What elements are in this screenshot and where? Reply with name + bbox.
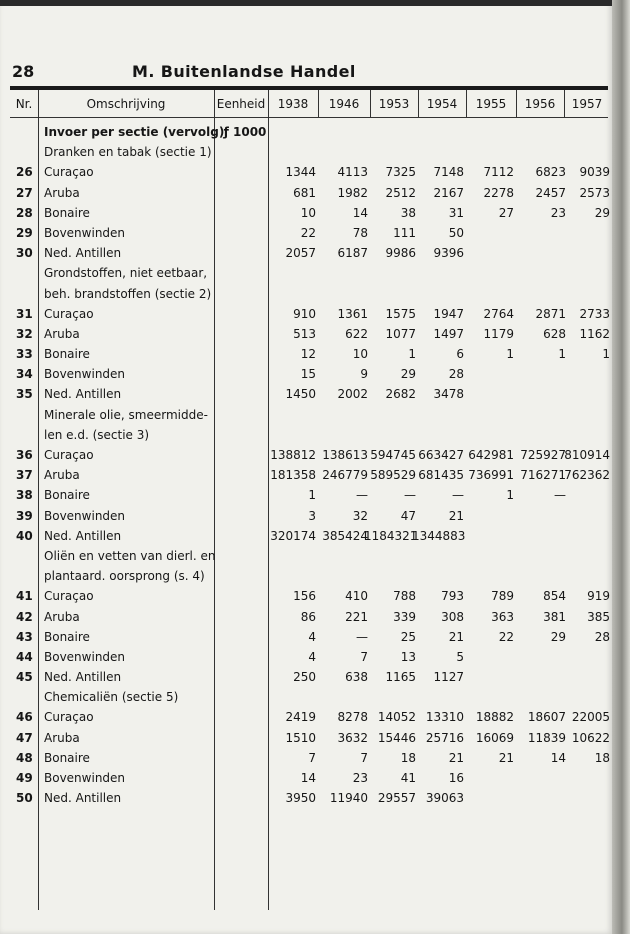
value-cell-1955: 1 xyxy=(506,488,514,503)
value-cell-1938: 22 xyxy=(300,225,316,240)
row-number: 42 xyxy=(16,609,33,624)
value-cell-1955: 2278 xyxy=(483,185,514,200)
value-cell-1953: 38 xyxy=(400,205,416,220)
row-description: Chemicaliën (sectie 5) xyxy=(44,690,179,705)
value-cell-1955: 736991 xyxy=(468,468,514,483)
table-row xyxy=(0,304,612,324)
value-cell-1946: 7 xyxy=(360,750,368,765)
value-cell-1954: 6 xyxy=(456,347,464,362)
row-number: 33 xyxy=(16,347,33,362)
value-cell-1946: 3632 xyxy=(337,730,368,745)
value-cell-1938: 250 xyxy=(293,670,316,685)
value-cell-1938: 910 xyxy=(293,306,316,321)
value-cell-1954: 21 xyxy=(448,508,464,523)
page-header xyxy=(0,62,612,88)
table-row xyxy=(0,243,612,263)
value-cell-1957: 385 xyxy=(587,609,610,624)
row-description: Dranken en tabak (sectie 1) xyxy=(44,145,212,160)
value-cell-1938: 86 xyxy=(300,609,316,624)
row-description: Bonaire xyxy=(44,629,90,644)
table-row xyxy=(0,526,612,546)
table-row xyxy=(0,768,612,788)
column-header-year: 1946 xyxy=(328,97,360,111)
value-cell-1954: 793 xyxy=(441,589,464,604)
row-description: Oliën en vetten van dierl. en xyxy=(44,548,216,563)
row-number: 36 xyxy=(16,448,33,462)
table-row xyxy=(0,546,612,566)
table-row xyxy=(0,647,612,667)
table-row xyxy=(0,627,612,647)
value-cell-1938: 15 xyxy=(300,367,316,382)
value-cell-1955: 789 xyxy=(491,589,514,604)
value-cell-1955: 22 xyxy=(498,629,514,644)
value-cell-1938: 2419 xyxy=(285,710,316,725)
table-row xyxy=(0,425,612,445)
row-description: Minerale olie, smeermidde- xyxy=(44,407,208,422)
row-number: 32 xyxy=(16,326,33,341)
value-cell-1953: 1165 xyxy=(385,670,416,685)
value-cell-1953: 2512 xyxy=(385,185,416,200)
row-number: 43 xyxy=(16,629,33,644)
value-cell-1956: 854 xyxy=(543,589,566,604)
value-cell-1946: 32 xyxy=(352,508,368,523)
row-description: Aruba xyxy=(44,730,80,745)
value-cell-1953: 111 xyxy=(393,225,416,240)
row-number: 44 xyxy=(16,649,33,664)
value-cell-1953: 14052 xyxy=(377,710,416,725)
value-cell-1956: 2457 xyxy=(535,185,566,200)
row-description: Ned. Antillen xyxy=(44,528,122,543)
value-cell-1957: 762362 xyxy=(564,468,610,483)
row-number: 39 xyxy=(16,508,33,523)
table-row xyxy=(0,506,612,526)
value-cell-1955: 363 xyxy=(491,609,514,624)
value-cell-1954: 13310 xyxy=(425,710,464,725)
page-edge xyxy=(612,0,630,934)
value-cell-1953: 13 xyxy=(400,649,416,664)
row-number: 28 xyxy=(16,205,33,220)
value-cell-1956: 29 xyxy=(550,629,566,644)
value-cell-1938: 3950 xyxy=(285,791,316,806)
row-description: Bovenwinden xyxy=(44,367,126,382)
table-body xyxy=(0,122,612,808)
table-row xyxy=(0,707,612,727)
value-cell-1953: 339 xyxy=(393,609,416,624)
value-cell-1938: 1344 xyxy=(285,165,316,180)
value-cell-1956: 14 xyxy=(550,750,566,765)
value-cell-1957: 810914 xyxy=(564,448,610,462)
value-cell-1938: 320174 xyxy=(270,528,316,543)
value-cell-1946: 14 xyxy=(352,205,368,220)
column-header-year: 1953 xyxy=(378,97,410,111)
table-row xyxy=(0,465,612,485)
row-number: 34 xyxy=(16,367,33,382)
table-row xyxy=(0,284,612,304)
value-cell-1957: 919 xyxy=(587,589,610,604)
value-cell-1957: 1162 xyxy=(579,326,610,341)
value-cell-1953: 589529 xyxy=(370,468,416,483)
value-cell-1954: 39063 xyxy=(425,791,464,806)
value-cell-1954: 663427 xyxy=(418,448,464,462)
row-number: 47 xyxy=(16,730,33,745)
value-cell-1953: 29 xyxy=(400,367,416,382)
value-cell-1946: 7 xyxy=(360,649,368,664)
value-cell-1956: 18607 xyxy=(527,710,566,725)
value-cell-1957: 22005 xyxy=(571,710,610,725)
value-cell-1953: 47 xyxy=(400,508,416,523)
value-cell-1946: 138613 xyxy=(322,448,368,462)
value-cell-1946: 10 xyxy=(352,347,368,362)
value-cell-1957: 28 xyxy=(594,629,610,644)
value-cell-1953: 788 xyxy=(393,589,416,604)
value-cell-1957: 2573 xyxy=(579,185,610,200)
row-description: Aruba xyxy=(44,609,80,624)
row-description: Aruba xyxy=(44,326,80,341)
value-cell-1946: 8278 xyxy=(337,710,368,725)
value-cell-1953: 29557 xyxy=(377,791,416,806)
value-cell-1946: 23 xyxy=(352,771,368,785)
value-cell-1955: 1179 xyxy=(483,326,514,341)
value-cell-1954: 31 xyxy=(448,205,464,220)
value-cell-1954: 1497 xyxy=(433,326,464,341)
value-cell-1954: 5 xyxy=(456,649,464,664)
value-cell-1946: 385424 xyxy=(322,528,368,543)
table-row xyxy=(0,183,612,203)
value-cell-1956: 23 xyxy=(550,205,566,220)
value-cell-1954: 3478 xyxy=(433,387,464,402)
value-cell-1953: 25 xyxy=(400,629,416,644)
table-row xyxy=(0,405,612,425)
row-description: Curaçao xyxy=(44,589,94,604)
row-number: 41 xyxy=(16,589,33,604)
row-number: 48 xyxy=(16,750,33,765)
row-description: Curaçao xyxy=(44,448,94,462)
value-cell-1955: 16069 xyxy=(475,730,514,745)
row-description: Bovenwinden xyxy=(44,225,126,240)
column-header-nr: Nr. xyxy=(15,97,33,111)
value-cell-1954: 21 xyxy=(448,629,464,644)
value-cell-1954: 21 xyxy=(448,750,464,765)
table-row xyxy=(0,485,612,505)
value-cell-1954: 16 xyxy=(448,771,464,785)
header-rule-top xyxy=(10,86,608,90)
value-cell-1938: 681 xyxy=(293,185,316,200)
row-number: 37 xyxy=(16,468,33,483)
row-description: Grondstoffen, niet eetbaar, xyxy=(44,266,208,281)
value-cell-1953: 1 xyxy=(408,347,416,362)
value-cell-1953: 9986 xyxy=(385,246,416,261)
value-cell-1946: — xyxy=(356,488,368,503)
page-number: 28 xyxy=(12,62,35,81)
value-cell-1953: 1077 xyxy=(385,326,416,341)
value-cell-1957: 10622 xyxy=(571,730,610,745)
row-number: 27 xyxy=(16,185,33,200)
value-cell-1953: 594745 xyxy=(370,448,416,462)
row-number: 40 xyxy=(16,528,33,543)
table-row xyxy=(0,142,612,162)
column-header-eenheid: Eenheid xyxy=(216,97,266,111)
table-row xyxy=(0,203,612,223)
row-description: len e.d. (sectie 3) xyxy=(44,427,150,442)
value-cell-1938: 2057 xyxy=(285,246,316,261)
column-header-year: 1957 xyxy=(571,97,603,111)
value-cell-1938: 181358 xyxy=(270,468,316,483)
value-cell-1955: 1 xyxy=(506,347,514,362)
table-row xyxy=(0,607,612,627)
value-cell-1953: 1184321 xyxy=(364,528,418,543)
value-cell-1956: 6823 xyxy=(535,165,566,180)
row-number: 29 xyxy=(16,225,33,240)
value-cell-1946: 2002 xyxy=(337,387,368,402)
value-cell-1955: 21 xyxy=(498,750,514,765)
row-description: Bonaire xyxy=(44,488,90,503)
value-cell-1956: 381 xyxy=(543,609,566,624)
table-row xyxy=(0,263,612,283)
value-cell-1955: 2764 xyxy=(483,306,514,321)
row-description: Ned. Antillen xyxy=(44,670,122,685)
value-cell-1946: 6187 xyxy=(337,246,368,261)
value-cell-1954: 681435 xyxy=(418,468,464,483)
value-cell-1955: 642981 xyxy=(468,448,514,462)
value-cell-1953: 41 xyxy=(400,771,416,785)
value-cell-1954: 9396 xyxy=(433,246,464,261)
value-cell-1956: 1 xyxy=(558,347,566,362)
value-cell-1946: 1982 xyxy=(337,185,368,200)
value-cell-1938: 156 xyxy=(293,589,316,604)
table-row xyxy=(0,324,612,344)
row-number: 30 xyxy=(16,246,33,261)
top-strip xyxy=(0,0,612,6)
value-cell-1957: 29 xyxy=(594,205,610,220)
value-cell-1957: 1 xyxy=(602,347,610,362)
row-description: Curaçao xyxy=(44,306,94,321)
value-cell-1957: 18 xyxy=(594,750,610,765)
value-cell-1954: 25716 xyxy=(425,730,464,745)
column-header-year: 1938 xyxy=(277,97,309,111)
value-cell-1953: 15446 xyxy=(377,730,416,745)
table-row xyxy=(0,445,612,465)
value-cell-1953: 7325 xyxy=(385,165,416,180)
table-row xyxy=(0,728,612,748)
value-cell-1938: 10 xyxy=(300,205,316,220)
value-cell-1953: — xyxy=(404,488,416,503)
value-cell-1946: 221 xyxy=(345,609,368,624)
column-header-year: 1954 xyxy=(426,97,458,111)
value-cell-1953: 2682 xyxy=(385,387,416,402)
value-cell-1956: 725927 xyxy=(520,448,566,462)
row-number: 31 xyxy=(16,306,33,321)
value-cell-1954: 7148 xyxy=(433,165,464,180)
row-description: Bovenwinden xyxy=(44,508,126,523)
value-cell-1938: 513 xyxy=(293,326,316,341)
row-description: plantaard. oorsprong (s. 4) xyxy=(44,569,205,584)
value-cell-1946: 1361 xyxy=(337,306,368,321)
value-cell-1938: 3 xyxy=(308,508,316,523)
row-number: 35 xyxy=(16,387,33,402)
value-cell-1938: 138812 xyxy=(270,448,316,462)
row-description: Bonaire xyxy=(44,750,90,765)
value-cell-1957: 9039 xyxy=(579,165,610,180)
row-description: Ned. Antillen xyxy=(44,791,122,806)
row-number: 38 xyxy=(16,488,33,503)
row-description: Bovenwinden xyxy=(44,771,126,785)
value-cell-1954: 308 xyxy=(441,609,464,624)
row-unit: ƒ 1000 xyxy=(223,125,267,139)
value-cell-1946: 11940 xyxy=(329,791,368,806)
value-cell-1954: — xyxy=(452,488,464,503)
value-cell-1938: 7 xyxy=(308,750,316,765)
row-number: 49 xyxy=(16,771,33,785)
value-cell-1956: — xyxy=(554,488,566,503)
row-description: Bonaire xyxy=(44,205,90,220)
value-cell-1957: 2733 xyxy=(579,306,610,321)
value-cell-1956: 2871 xyxy=(535,306,566,321)
value-cell-1938: 1510 xyxy=(285,730,316,745)
row-description: Invoer per sectie (vervolg) xyxy=(44,125,225,139)
table-row xyxy=(0,122,612,142)
row-description: Aruba xyxy=(44,468,80,483)
row-description: Ned. Antillen xyxy=(44,246,122,261)
table-row xyxy=(0,364,612,384)
value-cell-1946: 9 xyxy=(360,367,368,382)
value-cell-1946: 410 xyxy=(345,589,368,604)
row-number: 46 xyxy=(16,710,33,725)
value-cell-1946: 4113 xyxy=(337,165,368,180)
value-cell-1953: 1575 xyxy=(385,306,416,321)
table-row xyxy=(0,162,612,182)
value-cell-1938: 12 xyxy=(300,347,316,362)
column-header-year: 1955 xyxy=(475,97,507,111)
value-cell-1938: 4 xyxy=(308,649,316,664)
value-cell-1954: 1947 xyxy=(433,306,464,321)
value-cell-1938: 14 xyxy=(300,771,316,785)
value-cell-1954: 28 xyxy=(448,367,464,382)
column-header-year: 1956 xyxy=(524,97,556,111)
value-cell-1955: 7112 xyxy=(483,165,514,180)
value-cell-1953: 18 xyxy=(400,750,416,765)
table-row xyxy=(0,344,612,364)
table-row xyxy=(0,384,612,404)
value-cell-1946: 638 xyxy=(345,670,368,685)
header-rule-bottom xyxy=(10,117,608,118)
table-row xyxy=(0,586,612,606)
value-cell-1954: 2167 xyxy=(433,185,464,200)
value-cell-1954: 1344883 xyxy=(412,528,466,543)
value-cell-1946: — xyxy=(356,629,368,644)
table-row xyxy=(0,687,612,707)
row-description: Bonaire xyxy=(44,347,90,362)
row-number: 45 xyxy=(16,670,33,685)
table-row xyxy=(0,566,612,586)
value-cell-1946: 78 xyxy=(352,225,368,240)
value-cell-1938: 1450 xyxy=(285,387,316,402)
table-row xyxy=(0,223,612,243)
value-cell-1956: 11839 xyxy=(527,730,566,745)
table-row xyxy=(0,788,612,808)
value-cell-1946: 622 xyxy=(345,326,368,341)
row-description: beh. brandstoffen (sectie 2) xyxy=(44,286,212,301)
value-cell-1946: 246779 xyxy=(322,468,368,483)
value-cell-1956: 716271 xyxy=(520,468,566,483)
table-row xyxy=(0,748,612,768)
row-number: 50 xyxy=(16,791,33,806)
row-description: Ned. Antillen xyxy=(44,387,122,402)
value-cell-1954: 1127 xyxy=(433,670,464,685)
value-cell-1938: 4 xyxy=(308,629,316,644)
value-cell-1955: 18882 xyxy=(475,710,514,725)
row-description: Bovenwinden xyxy=(44,649,126,664)
table-row xyxy=(0,667,612,687)
row-description: Curaçao xyxy=(44,710,94,725)
value-cell-1955: 27 xyxy=(498,205,514,220)
row-description: Aruba xyxy=(44,185,80,200)
column-header-omschrijving: Omschrijving xyxy=(86,97,166,111)
page-title: M. Buitenlandse Handel xyxy=(132,62,356,81)
value-cell-1938: 1 xyxy=(308,488,316,503)
value-cell-1956: 628 xyxy=(543,326,566,341)
row-description: Curaçao xyxy=(44,165,94,180)
value-cell-1954: 50 xyxy=(448,225,464,240)
row-number: 26 xyxy=(16,165,33,180)
